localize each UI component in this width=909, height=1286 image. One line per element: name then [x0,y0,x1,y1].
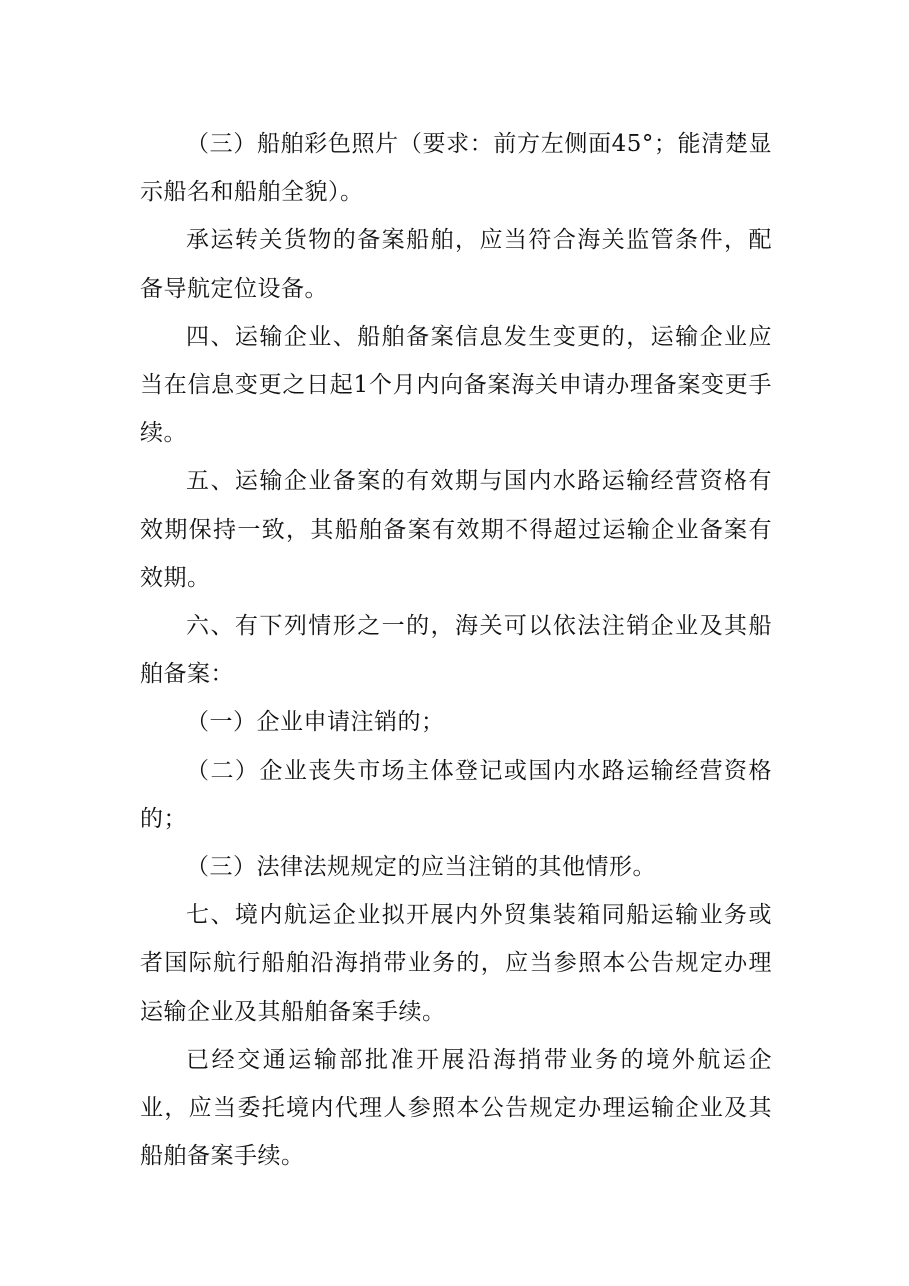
paragraph-ship-photo: （三）船舶彩色照片（要求：前方左侧面45°；能清楚显示船名和船舶全貌）。 [140,131,772,206]
paragraph-section-five: 五、运输企业备案的有效期与国内水路运输经营资格有效期保持一致，其船舶备案有效期不得超过运输企业备案有效期。 [140,468,772,591]
document-body [140,120,772,1180]
paragraph-section-six: 六、有下列情形之一的，海关可以依法注销企业及其船舶备案： [140,613,772,688]
paragraph-item-two: （二）企业丧失市场主体登记或国内水路运输经营资格的； [140,757,772,832]
paragraph-section-four: 四、运输企业、船舶备案信息发生变更的，运输企业应当在信息变更之日起1个月内向备案海关申请办理备案变更手续。 [140,323,772,447]
paragraph-item-three: （三）法律法规规定的应当注销的其他情形。 [186,854,656,881]
paragraph-item-one: （一）企业申请注销的； [186,709,445,736]
paragraph-transit-cargo-ships: 承运转关货物的备案船舶，应当符合海关监管条件，配备导航定位设备。 [140,227,772,302]
paragraph-section-seven: 七、境内航运企业拟开展内外贸集装箱同船运输业务或者国际航行船舶沿海捎带业务的，应当参照本公告规定办理运输企业及其船舶备案手续。 [140,902,772,1025]
paragraph-foreign-shipping: 已经交通运输部批准开展沿海捎带业务的境外航运企业，应当委托境内代理人参照本公告规定办理运输企业及其船舶备案手续。 [140,1046,772,1170]
